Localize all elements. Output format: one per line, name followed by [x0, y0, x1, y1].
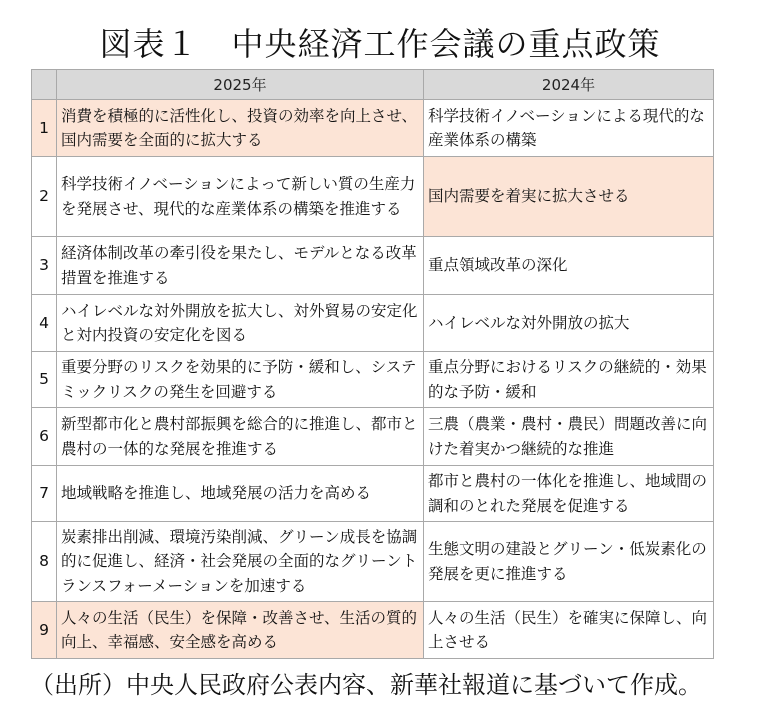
row-number: 3: [32, 237, 57, 295]
policy-2024: 重点分野におけるリスクの継続的・効果的な予防・緩和: [424, 352, 714, 408]
header-2024: 2024年: [424, 70, 714, 100]
table-row: [32, 100, 714, 157]
policy-2025: 経済体制改革の牽引役を果たし、モデルとなる改革措置を推進する: [57, 237, 424, 295]
table-row: [32, 352, 714, 408]
table-row: [32, 522, 714, 602]
row-number: 4: [32, 295, 57, 352]
row-number: 8: [32, 522, 57, 602]
row-number: 6: [32, 408, 57, 466]
policy-2024: 三農（農業・農村・農民）問題改善に向けた着実かつ継続的な推進: [424, 408, 714, 466]
row-number: 5: [32, 352, 57, 408]
policy-2024: ハイレベルな対外開放の拡大: [424, 295, 714, 352]
table-row: [32, 157, 714, 237]
policy-2024: 国内需要を着実に拡大させる: [424, 157, 714, 237]
policy-2024: 生態文明の建設とグリーン・低炭素化の発展を更に推進する: [424, 522, 714, 602]
row-number: 1: [32, 100, 57, 157]
policy-2025: 地域戦略を推進し、地域発展の活力を高める: [57, 466, 424, 522]
table-row: [32, 602, 714, 659]
policy-2025: 重要分野のリスクを効果的に予防・緩和し、システミックリスクの発生を回避する: [57, 352, 424, 408]
policy-2025: 科学技術イノベーションによって新しい質の生産力を発展させ、現代的な産業体系の構築を推進する: [57, 157, 424, 237]
policy-table: [31, 69, 714, 659]
policy-2024: 人々の生活（民生）を確実に保障し、向上させる: [424, 602, 714, 659]
policy-2025: ハイレベルな対外開放を拡大し、対外貿易の安定化と対内投資の安定化を図る: [57, 295, 424, 352]
row-number: 2: [32, 157, 57, 237]
row-number: 9: [32, 602, 57, 659]
policy-2025: 人々の生活（民生）を保障・改善させ、生活の質的向上、幸福感、安全感を高める: [57, 602, 424, 659]
policy-2025: 新型都市化と農村部振興を総合的に推進し、都市と農村の一体的な発展を推進する: [57, 408, 424, 466]
policy-2024: 科学技術イノベーションによる現代的な産業体系の構築: [424, 100, 714, 157]
table-row: [32, 295, 714, 352]
row-number: 7: [32, 466, 57, 522]
header-number: [32, 70, 57, 100]
table-row: [32, 466, 714, 522]
policy-2025: 消費を積極的に活性化し、投資の効率を向上させ、国内需要を全面的に拡大する: [57, 100, 424, 157]
header-2025: 2025年: [57, 70, 424, 100]
table-header-row: [32, 70, 714, 100]
page-title: 図表１ 中央経済工作会議の重点政策: [99, 25, 661, 63]
policy-2025: 炭素排出削減、環境汚染削減、グリーン成長を協調的に促進し、経済・社会発展の全面的なグリーントランスフォーメーションを加速する: [57, 522, 424, 602]
table-row: [32, 408, 714, 466]
policy-2024: 都市と農村の一体化を推進し、地域間の調和のとれた発展を促進する: [424, 466, 714, 522]
source-note: （出所）中央人民政府公表内容、新華社報道に基づいて作成。: [30, 671, 702, 699]
table-row: [32, 237, 714, 295]
policy-2024: 重点領域改革の深化: [424, 237, 714, 295]
